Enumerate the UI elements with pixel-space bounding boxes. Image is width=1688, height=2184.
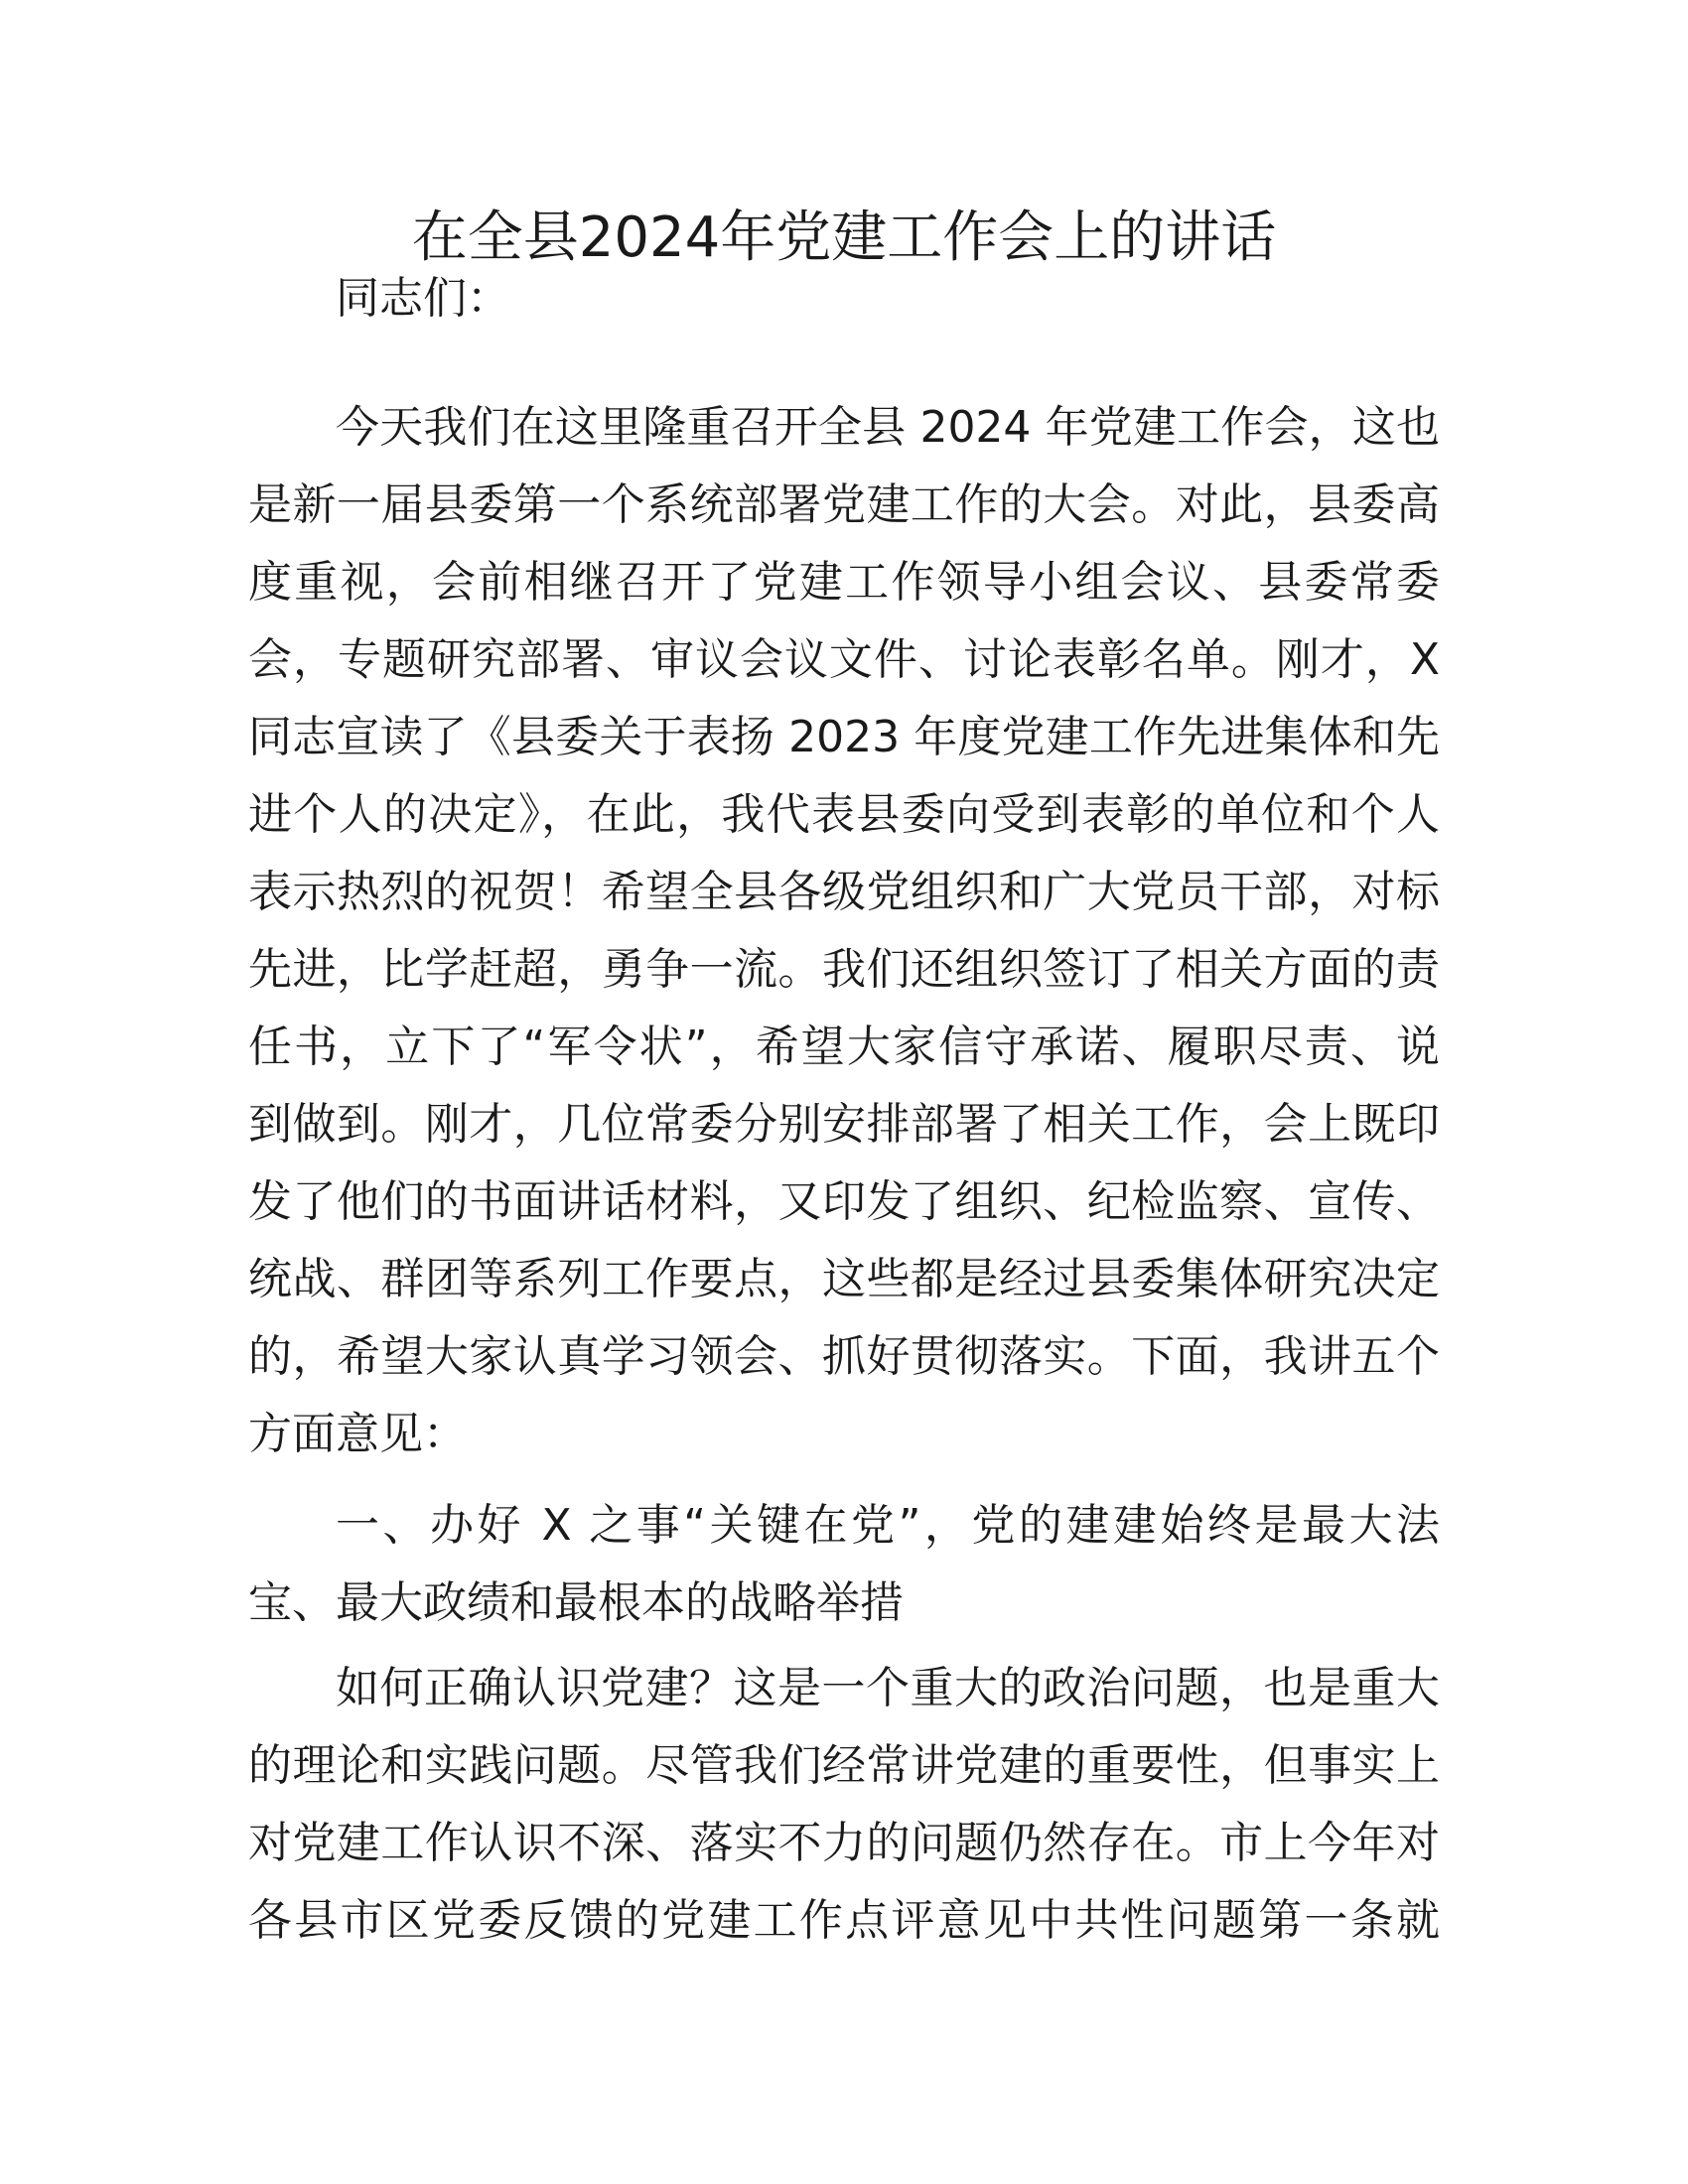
salutation: 同志们： xyxy=(336,273,510,324)
paragraph-line: 方面意见： xyxy=(248,1409,467,1459)
salutation-block xyxy=(248,260,1440,338)
paragraph-line: 进个人的决定》，在此，我代表县委向受到表彰的单位和个人 xyxy=(248,789,1440,840)
paragraph-line: 各县市区党委反馈的党建工作点评意见中共性问题第一条就 xyxy=(248,1895,1440,1946)
paragraph-line: 的理论和实践问题。尽管我们经常讲党建的重要性，但事实上 xyxy=(248,1740,1440,1791)
paragraph-line: 的，希望大家认真学习领会、抓好贯彻落实。下面，我讲五个 xyxy=(248,1331,1440,1382)
paragraph-line: 到做到。刚才，几位常委分别安排部署了相关工作，会上既印 xyxy=(248,1099,1440,1150)
paragraph-line: 对党建工作认识不深、落实不力的问题仍然存在。市上今年对 xyxy=(248,1818,1440,1868)
document-title: 在全县2024年党建工作会上的讲话 xyxy=(411,205,1277,270)
paragraph-line: 任书，立下了“军令状”，希望大家信守承诺、履职尽责、说 xyxy=(248,1022,1440,1072)
paragraph-line: 是新一届县委第一个系统部署党建工作的大会。对此，县委高 xyxy=(248,479,1440,530)
paragraph-1 xyxy=(248,389,1440,1473)
paragraph-line: 统战、群团等系列工作要点，这些都是经过县委集体研究决定 xyxy=(248,1254,1440,1304)
paragraph-line: 先进，比学赶超，勇争一流。我们还组织签订了相关方面的责 xyxy=(248,944,1440,995)
heading-line: 一、办好 X 之事“关键在党”，党的建建始终是最大法 xyxy=(336,1500,1440,1551)
paragraph-line: 度重视，会前相继召开了党建工作领导小组会议、县委常委 xyxy=(248,557,1440,608)
paragraph-line: 同志宣读了《县委关于表扬 2023 年度党建工作先进集体和先 xyxy=(248,712,1440,762)
paragraph-line: 发了他们的书面讲话材料，又印发了组织、纪检监察、宣传、 xyxy=(248,1176,1440,1227)
paragraph-2 xyxy=(248,1650,1440,1960)
paragraph-line: 今天我们在这里隆重召开全县 2024 年党建工作会，这也 xyxy=(336,402,1440,453)
paragraph-line: 会，专题研究部署、审议会议文件、讨论表彰名单。刚才，X xyxy=(248,634,1440,685)
heading-line: 宝、最大政绩和最根本的战略举措 xyxy=(248,1577,904,1628)
section-heading-1 xyxy=(248,1487,1440,1642)
paragraph-line: 如何正确认识党建？这是一个重大的政治问题，也是重大 xyxy=(336,1663,1440,1713)
paragraph-line: 表示热烈的祝贺！希望全县各级党组织和广大党员干部，对标 xyxy=(248,867,1440,917)
